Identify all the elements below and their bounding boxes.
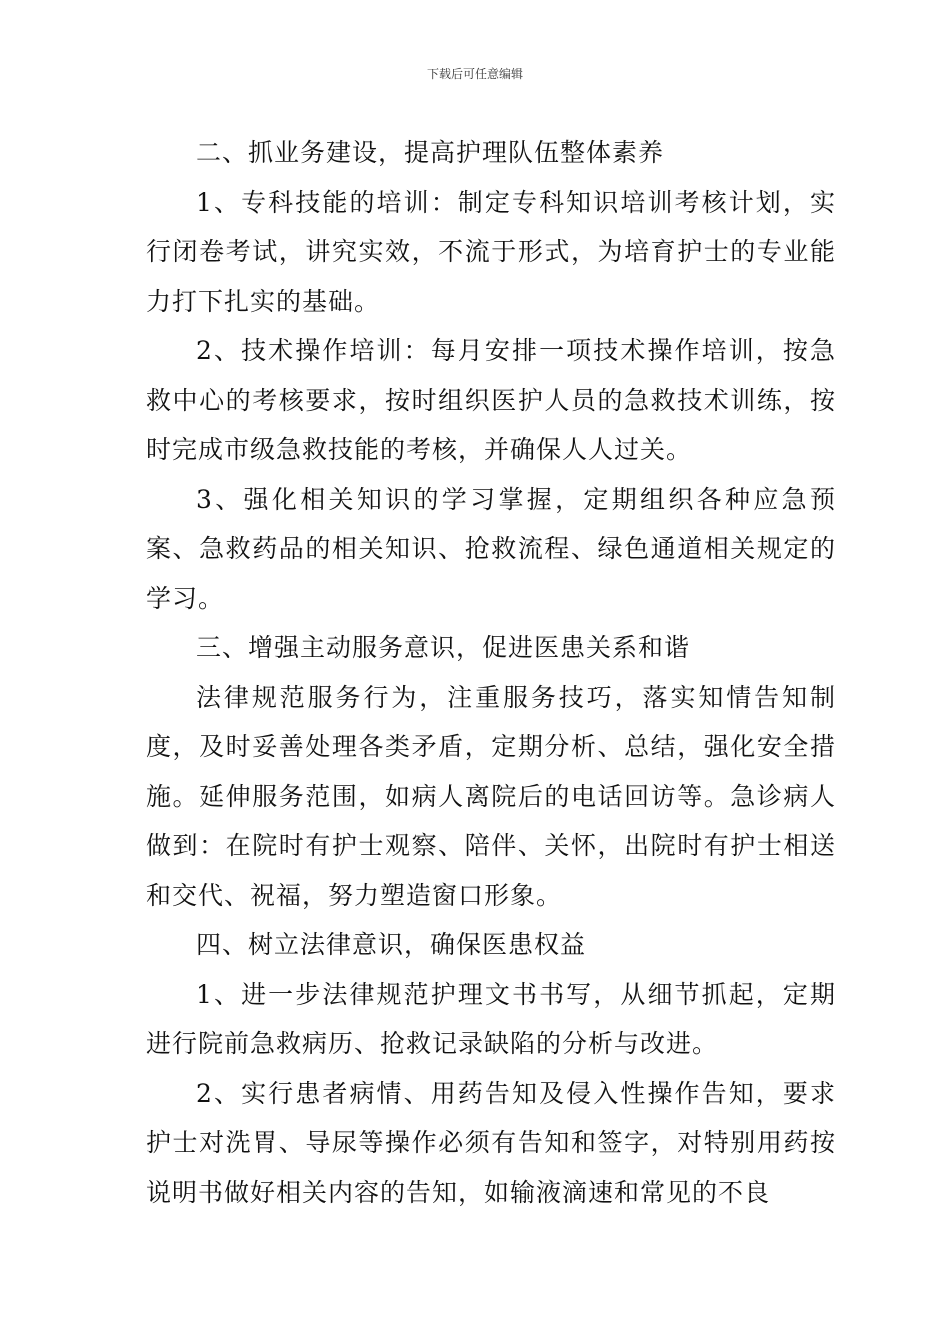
section-heading-2: 二、抓业务建设，提高护理队伍整体素养 <box>196 138 665 167</box>
paragraph-service-behavior: 法律规范服务行为，注重服务技巧，落实知情告知制度，及时妥善处理各类矛盾，定期分析、总结，强化安全措施。延伸服务范围，如病人离院后的电话回访等。急诊病人做到：在院时有护士观察、陪伴、关怀，出院时有护士相送和交代、祝福，努力塑造窗口形象。 <box>146 682 836 910</box>
paragraph-knowledge-study: 3、强化相关知识的学习掌握，定期组织各种应急预案、急救药品的相关知识、抢救流程、绿色通道相关规定的学习。 <box>146 484 836 613</box>
paragraph-specialty-training: 1、专科技能的培训：制定专科知识培训考核计划，实行闭卷考试，讲究实效，不流于形式，为培育护士的专业能力打下扎实的基础。 <box>146 187 836 316</box>
section-heading-3: 三、增强主动服务意识，促进医患关系和谐 <box>196 633 691 662</box>
paragraph-technical-training: 2、技术操作培训：每月安排一项技术操作培训，按急救中心的考核要求，按时组织医护人员的急救技术训练，按时完成市级急救技能的考核，并确保人人过关。 <box>146 336 836 464</box>
page-header-note: 下载后可任意编辑 <box>426 67 523 81</box>
paragraph-nursing-documents: 1、进一步法律规范护理文书书写，从细节抓起，定期进行院前急救病历、抢救记录缺陷的分析与改进。 <box>146 979 836 1058</box>
document-body <box>146 128 836 1217</box>
paragraph-informed-consent: 2、实行患者病情、用药告知及侵入性操作告知，要求护士对洗胃、导尿等操作必须有告知和签字，对特别用药按说明书做好相关内容的告知，如输液滴速和常见的不良 <box>146 1078 836 1207</box>
section-heading-4: 四、树立法律意识，确保医患权益 <box>196 930 587 959</box>
